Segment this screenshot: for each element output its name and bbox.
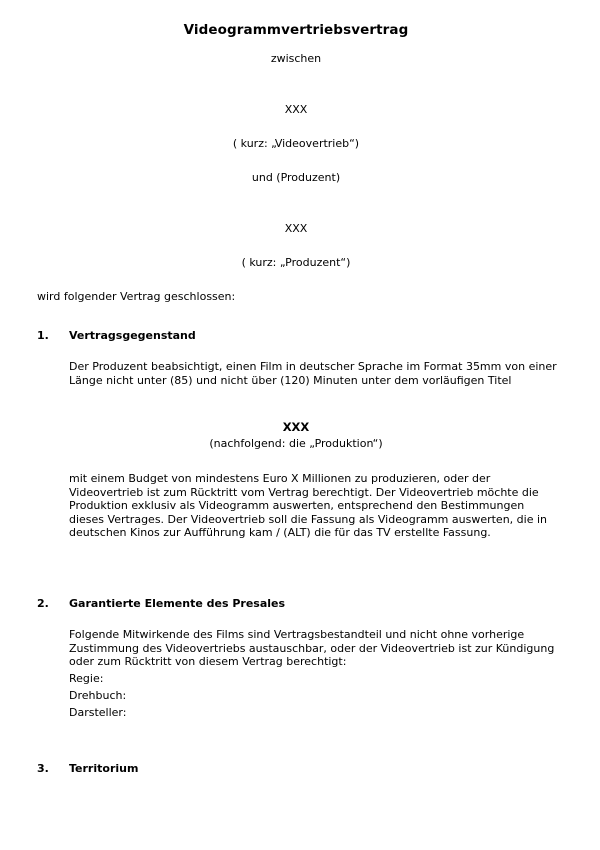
and-label: und (Produzent) bbox=[251, 171, 341, 184]
party2-name: XXX bbox=[284, 222, 308, 235]
intro-text: wird folgender Vertrag geschlossen: bbox=[37, 290, 236, 303]
production-note: (nachfolgend: die „Produktion“) bbox=[209, 437, 383, 450]
party1-short: ( kurz: „Videovertrieb“) bbox=[232, 137, 360, 150]
section-paragraph: Der Produzent beabsichtigt, einen Film in deutscher Sprache im Format 35mm von einer Länge nicht unter (85) und nicht über (120) Minuten unter dem vorläufigen Titel bbox=[69, 360, 557, 387]
between-label: zwischen bbox=[270, 52, 322, 65]
section-heading: Vertragsgegenstand bbox=[69, 329, 196, 342]
section-paragraph: Folgende Mitwirkende des Films sind Vertragsbestandteil und nicht ohne vorherige Zustimmung des Videovertriebs austauschbar, oder der Videovertrieb ist zur Kündigung oder zum Rücktritt von diesem Vertrag berechtigt: bbox=[69, 628, 555, 668]
document-title: Videogrammvertriebsvertrag bbox=[183, 22, 409, 38]
party2-short: ( kurz: „Produzent“) bbox=[241, 256, 351, 269]
section-number: 3. bbox=[37, 762, 49, 775]
party1-name: XXX bbox=[284, 103, 308, 116]
section-number: 2. bbox=[37, 597, 49, 610]
field-label-drehbuch: Drehbuch: bbox=[69, 689, 127, 702]
production-title: XXX bbox=[282, 420, 310, 434]
field-label-regie: Regie: bbox=[69, 672, 104, 685]
section-number: 1. bbox=[37, 329, 49, 342]
section-heading: Garantierte Elemente des Presales bbox=[69, 597, 286, 610]
section-heading: Territorium bbox=[69, 762, 139, 775]
field-label-darsteller: Darsteller: bbox=[69, 706, 127, 719]
section-paragraph: mit einem Budget von mindestens Euro X Millionen zu produzieren, oder der Videovertrieb ist zum Rücktritt vom Vertrag berechtigt. Der Videovertrieb möchte die Produktion exklusiv als Videogramm auswerten, entsprechend den Bestimmungen dieses Vertrages. Der Videovertrieb soll die Fassung als Videogramm auswerten, die in deutschen Kinos zur Aufführung kam / (ALT) die für das TV erstellte Fassung. bbox=[69, 472, 547, 539]
